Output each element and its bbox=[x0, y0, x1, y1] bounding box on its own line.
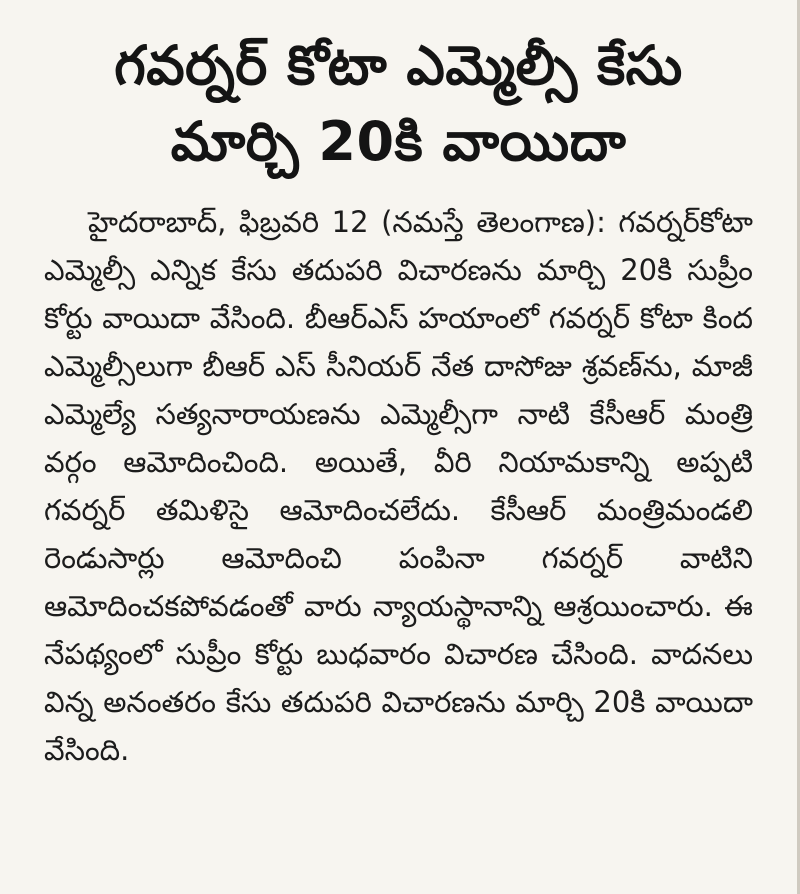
article-body bbox=[44, 198, 753, 774]
article-paragraph: హైదరాబాద్, ఫిబ్రవరి 12 (నమస్తే తెలంగాణ): గవర్నర్‌కోటా ఎమ్మెల్సీ ఎన్నిక కేసు తదుపరి విచారణను మార్చి 20కి సుప్రీం కోర్టు వాయిదా వేసింది. బీఆర్‌ఎస్ హయాంలో గవర్నర్ కోటా కింద ఎమ్మెల్సీలుగా బీఆర్ ఎస్ సీనియర్ నేత దాసోజు శ్రవణ్‌ను, మాజీ ఎమ్మెల్యే సత్యనారాయణను ఎమ్మెల్సీగా నాటి కేసీఆర్ మంత్రి వర్గం ఆమోదించింది. అయితే, వీరి నియామకాన్ని అప్పటి గవర్నర్ తమిళిసై ఆమోదించలేదు. కేసీఆర్ మంత్రిమండలి రెండుసార్లు ఆమోదించి పంపినా గవర్నర్ వాటిని ఆమోదించకపోవడంతో వారు న్యాయస్థానాన్ని ఆశ్రయించారు. ఈ నేపథ్యంలో సుప్రీం కోర్టు బుధవారం విచారణ చేసింది. వాదనలు విన్న అనంతరం కేసు తదుపరి విచారణను మార్చి 20కి వాయిదా వేసింది. bbox=[44, 205, 753, 767]
headline-line-2: మార్చి 20కి వాయిదా bbox=[170, 110, 627, 173]
headline bbox=[44, 28, 753, 180]
headline-line-1: గవర్నర్ కోటా ఎమ్మెల్సీ కేసు bbox=[114, 34, 683, 97]
